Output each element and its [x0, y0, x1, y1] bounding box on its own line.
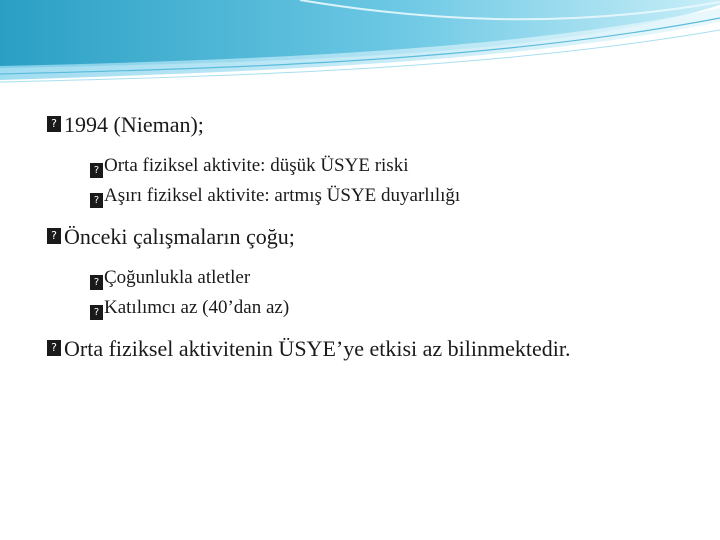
- bullet-list: [47, 100, 667, 363]
- bullet-item-onceki-calismalar: [47, 222, 667, 251]
- bullet-text: Çoğunlukla atletler: [104, 267, 251, 288]
- bullet-item-orta-aktivite-etkisi: [47, 334, 667, 363]
- bullet-marker-icon: ?: [90, 163, 103, 178]
- bullet-marker-icon: ?: [90, 275, 103, 290]
- bullet-text: 1994 (Nieman);: [64, 112, 204, 137]
- bullet-marker-icon: ?: [90, 193, 103, 208]
- bullet-text: Önceki çalışmaların çoğu;: [64, 224, 295, 249]
- bullet-marker-icon: ?: [47, 228, 61, 244]
- sub-bullet-atletler: [47, 265, 667, 290]
- bullet-text: Aşırı fiziksel aktivite: artmış ÜSYE duyarlılığı: [104, 185, 461, 206]
- bullet-text: Orta fiziksel aktivitenin ÜSYE’ye etkisi az bilinmektedir.: [64, 336, 571, 361]
- bullet-marker-icon: ?: [90, 305, 103, 320]
- bullet-text: Katılımcı az (40’dan az): [104, 297, 290, 318]
- bullet-item-1994-nieman: [47, 110, 667, 139]
- bullet-text: Orta fiziksel aktivite: düşük ÜSYE riski: [104, 155, 409, 176]
- sub-bullet-katilimci: [47, 295, 667, 320]
- header-wave-decoration: [0, 0, 720, 90]
- bullet-marker-icon: ?: [47, 340, 61, 356]
- sub-bullet-orta-aktivite: [47, 153, 667, 178]
- bullet-marker-icon: ?: [47, 116, 61, 132]
- sub-bullet-asiri-aktivite: [47, 183, 667, 208]
